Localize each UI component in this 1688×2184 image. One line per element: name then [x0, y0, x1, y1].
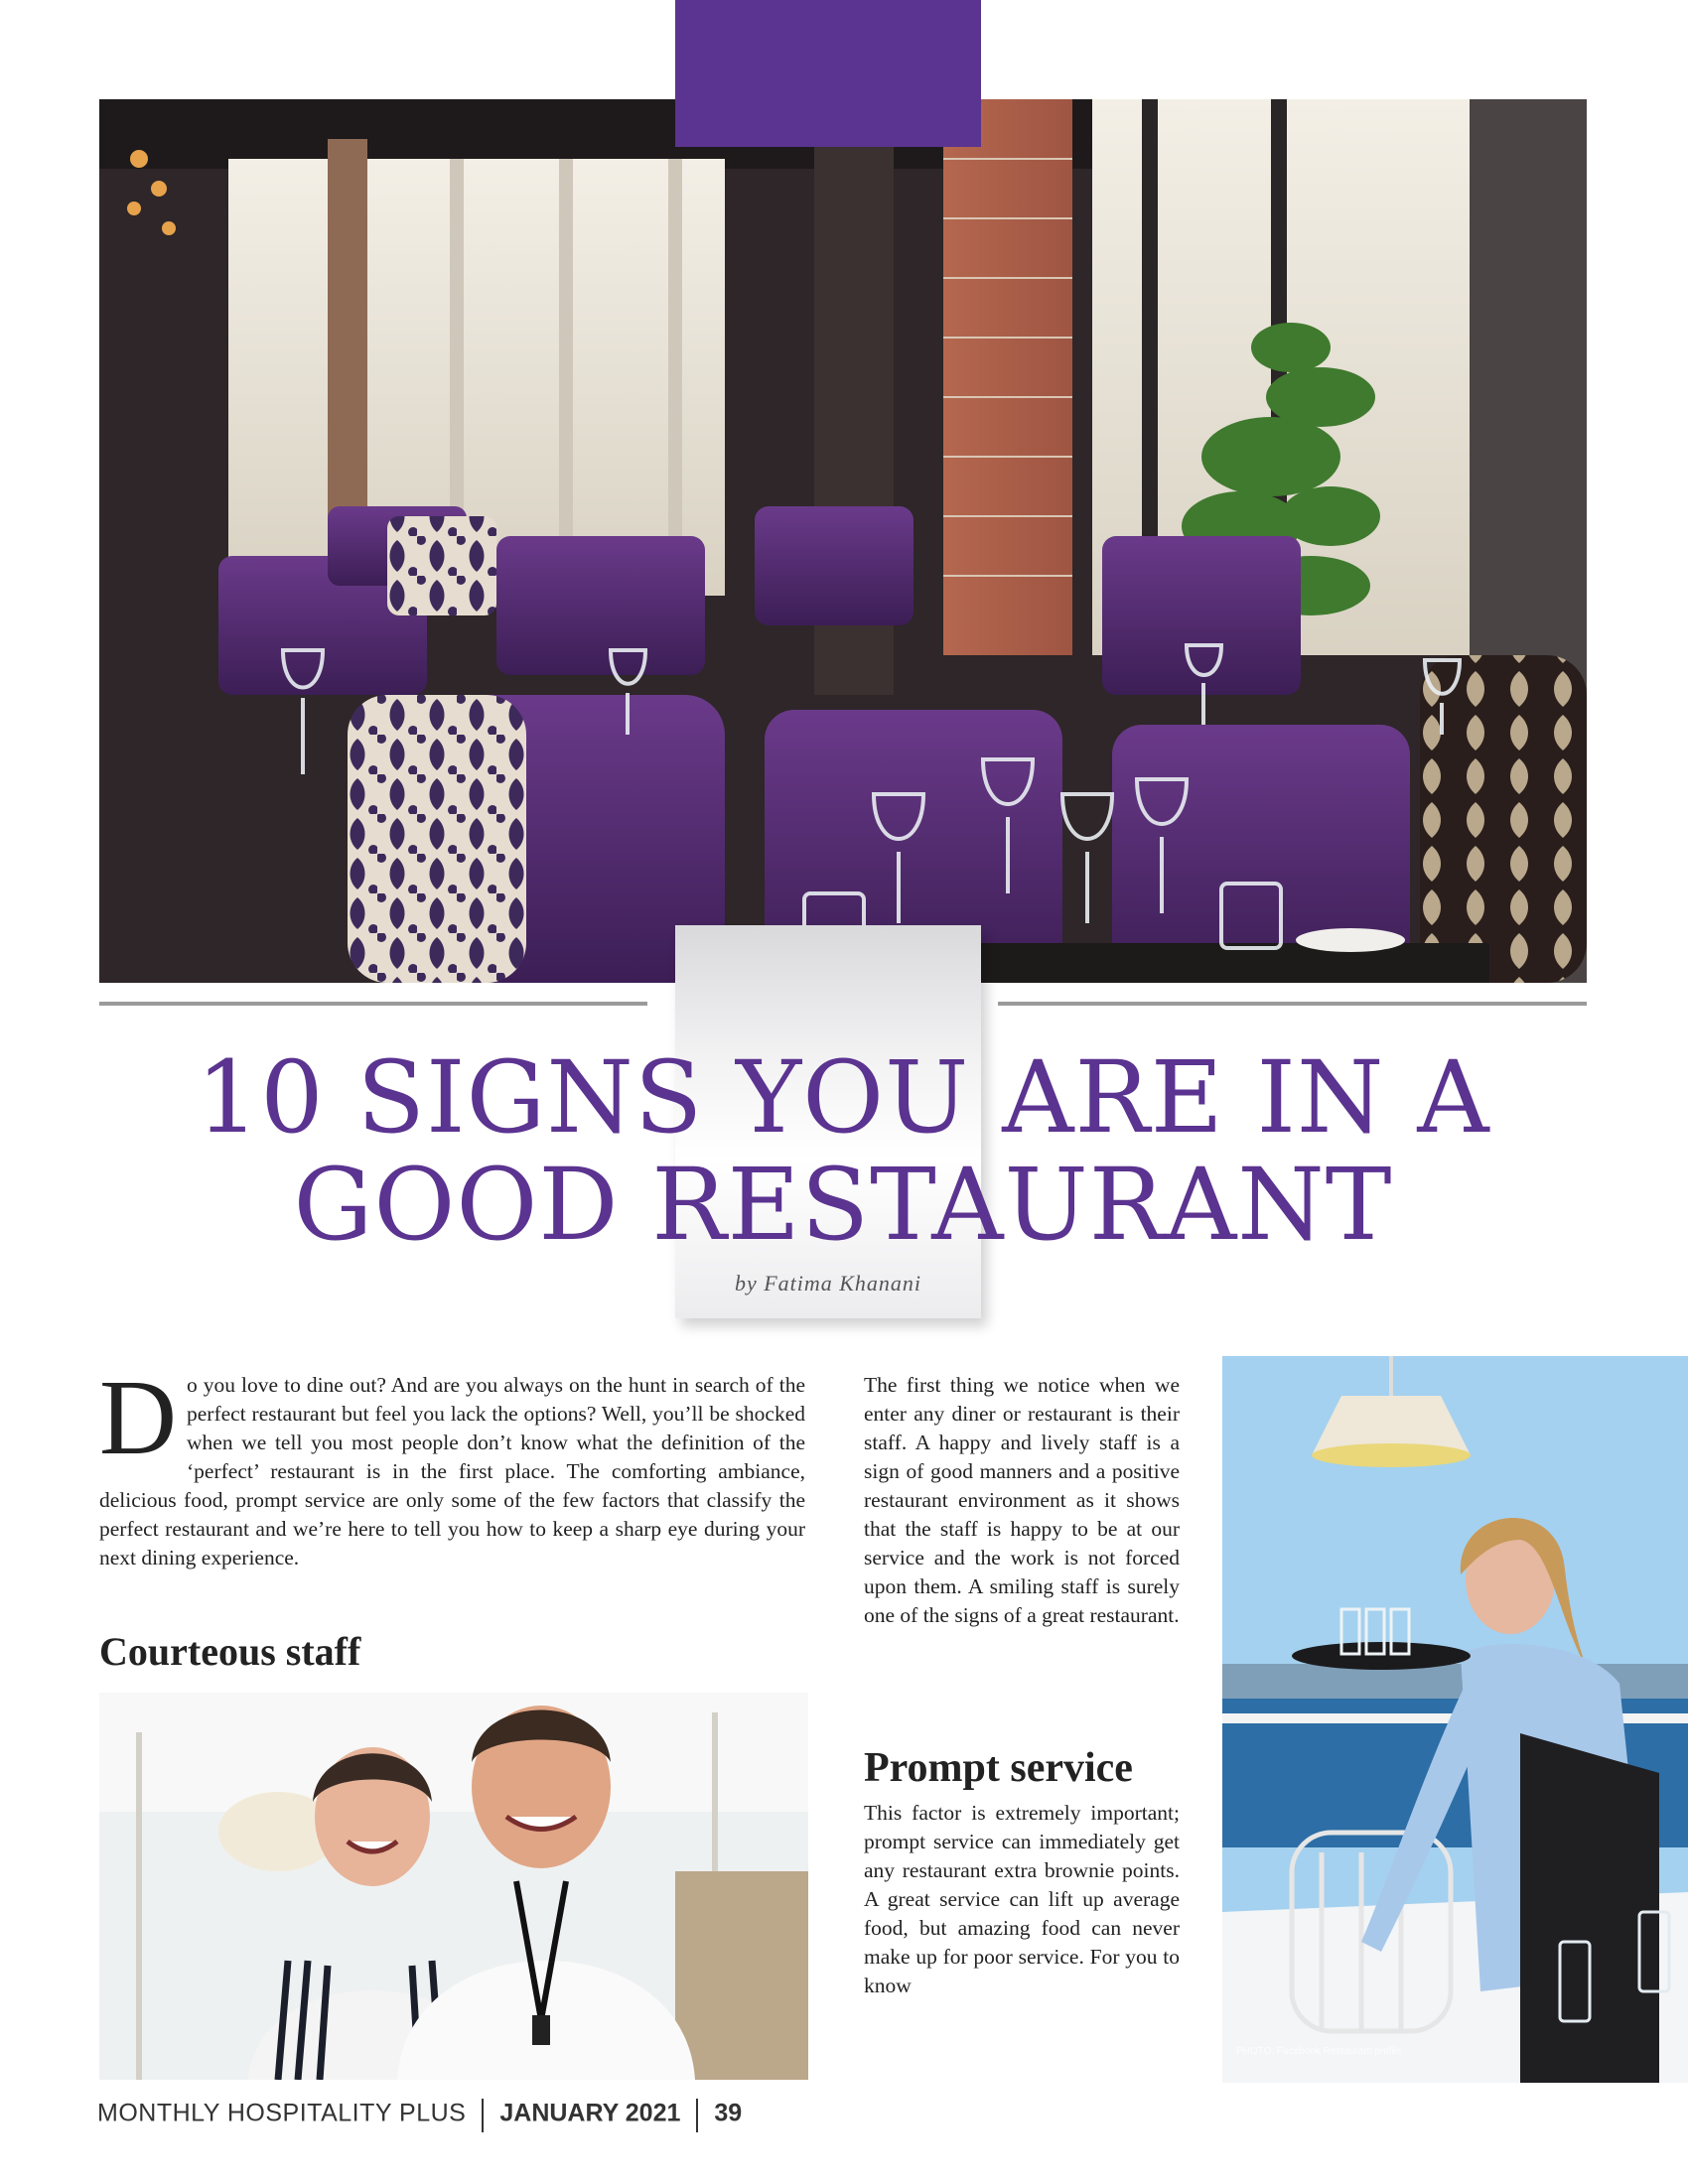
- footer-divider: [482, 2099, 484, 2132]
- title-rule-right: [998, 1002, 1587, 1006]
- magazine-name: MONTHLY HOSPITALITY PLUS: [97, 2099, 467, 2127]
- drop-cap: D: [99, 1359, 177, 1477]
- article-title: [99, 1039, 1587, 1263]
- courteous-staff-paragraph: The first thing we notice when we enter any diner or restaurant is their staff. A happy and lively staff is a sign of good manners and a positive restaurant environment as it shows that the staff is happy to be at our service and the work is not forced upon them. A smiling staff is surely one of the signs of a great restaurant.: [864, 1373, 1180, 1627]
- title-line-2: GOOD RESTAURANT: [293, 1147, 1393, 1263]
- page-number: 39: [714, 2099, 743, 2127]
- photo-credit: PHOTO: Facebook Restaurant profile: [1236, 2046, 1402, 2057]
- intro-text: o you love to dine out? And are you always on the hunt in search of the perfect restaurant but feel you lack the options? Well, you’ll be shocked when we tell you most people don’t know what the definition of the ‘perfect’ restaurant is in the first place. The comforting ambiance, delicious food, prompt service are only some of the few factors that classify the perfect restaurant and we’re here to tell you how to keep a sharp eye during your next dining experience.: [99, 1373, 805, 1570]
- waitress-photo: [1222, 1356, 1688, 2083]
- title-rule-left: [99, 1002, 647, 1006]
- restaurant-interior-illustration: [99, 99, 1587, 983]
- issue-date: JANUARY 2021: [499, 2099, 681, 2127]
- purple-accent-tab: [675, 0, 981, 147]
- prompt-service-paragraph: This factor is extremely important; prompt service can immediately get any restaurant extra brownie points. A great service can lift up average food, but amazing food can never make up for poor service. For you to know: [864, 1801, 1180, 1997]
- hero-restaurant-photo: [99, 99, 1587, 983]
- page-footer: [97, 2099, 742, 2132]
- title-line-1: 10 SIGNS YOU ARE IN A: [196, 1039, 1490, 1156]
- section-heading-courteous-staff: Courteous staff: [99, 1629, 361, 1674]
- section-heading-prompt-service: Prompt service: [864, 1745, 1133, 1791]
- byline: by Fatima Khanani: [734, 1271, 922, 1296]
- staff-photo: [99, 1693, 808, 2080]
- intro-paragraph: [99, 1359, 805, 1572]
- smiling-staff-illustration: [99, 1693, 808, 2080]
- footer-divider: [696, 2099, 698, 2132]
- waitress-setting-table-illustration: [1222, 1356, 1688, 2083]
